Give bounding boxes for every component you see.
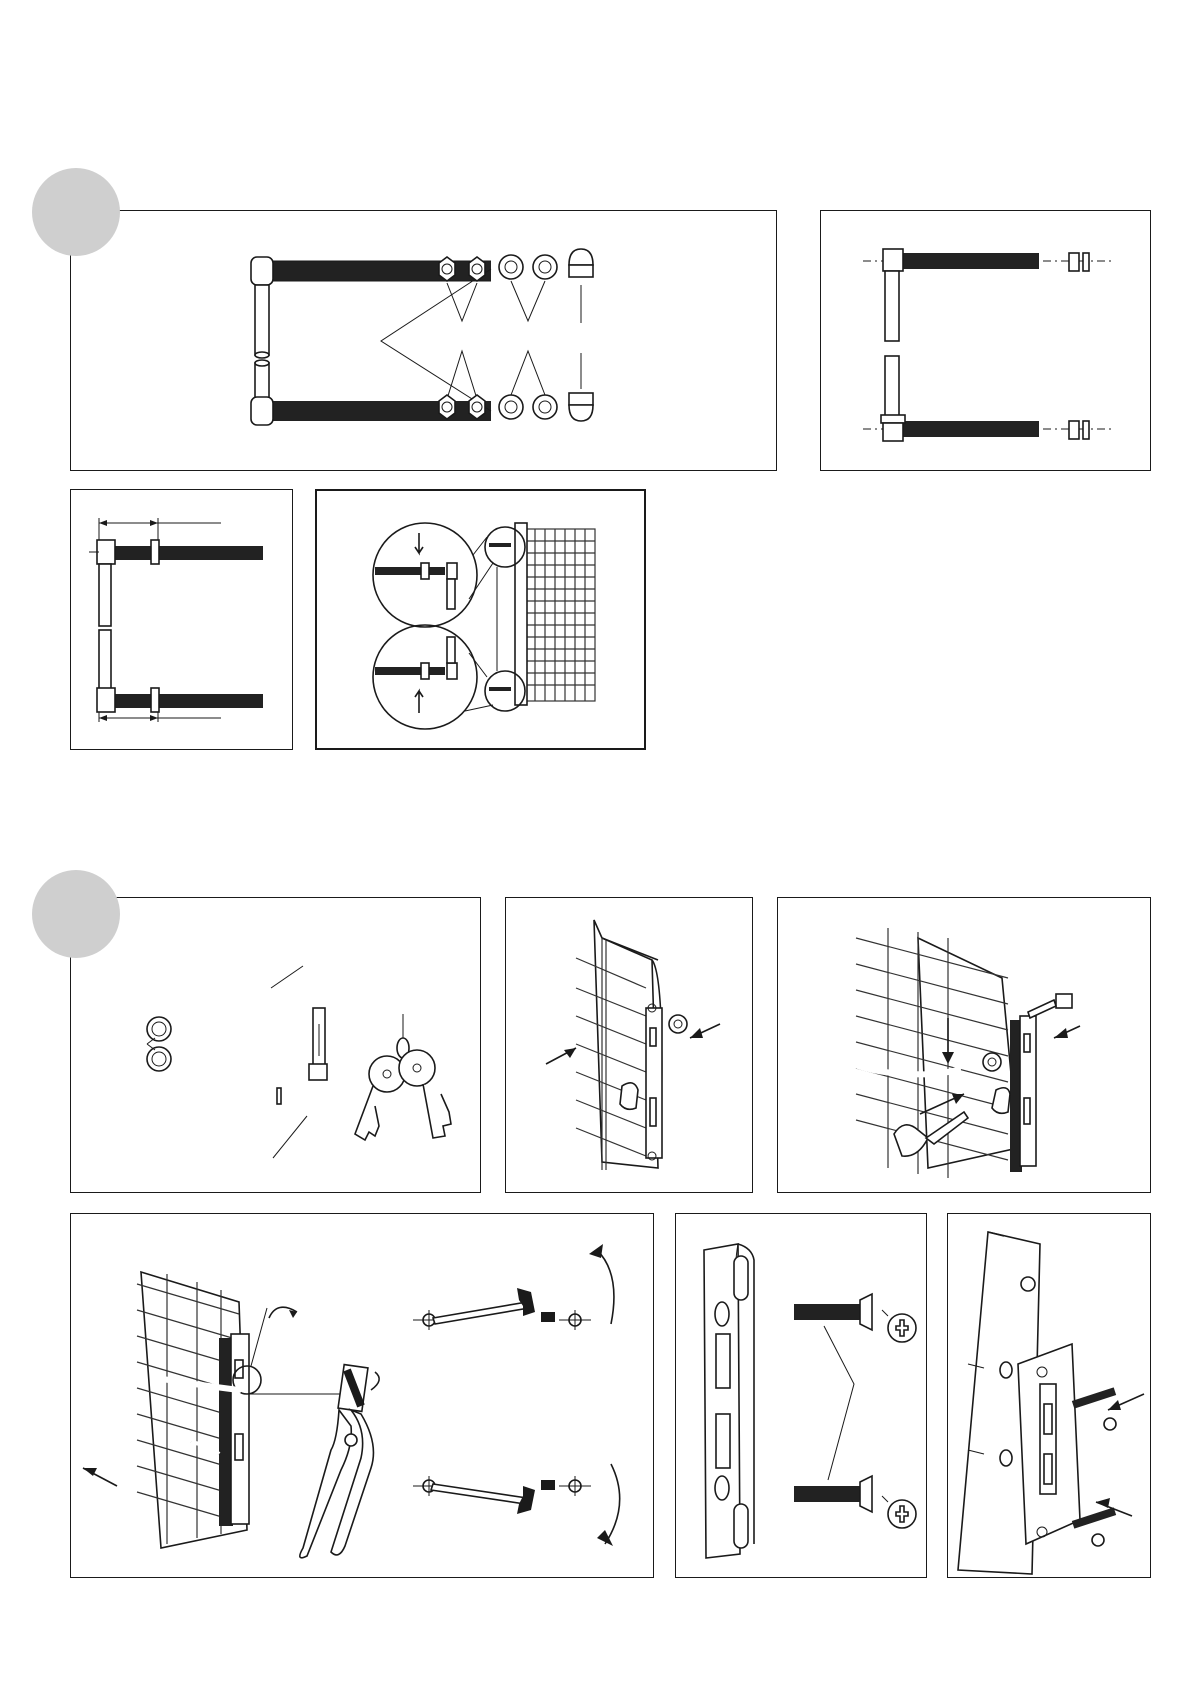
panel-lock-parts: [70, 897, 481, 1193]
hinge-measure-figure: [71, 490, 293, 750]
hex-nut-icon: [439, 257, 455, 281]
keeper-mount-figure: [948, 1214, 1151, 1578]
keeper-screws-figure: [676, 1214, 927, 1578]
washer-icon: [533, 395, 557, 419]
cap-nut-icon: [569, 249, 593, 277]
panel-lock-fit-handle-and-key: [777, 897, 1151, 1193]
washer-icon: [533, 255, 557, 279]
cap-nut-icon: [569, 393, 593, 421]
lock-latch-figure: [71, 1214, 654, 1578]
mesh-panel: [515, 523, 595, 705]
countersunk-screw-icon: [794, 1294, 872, 1330]
panel-keeper-plate-mount: [947, 1213, 1151, 1578]
panel-hinge-measure: [70, 489, 293, 750]
panel-keeper-plate-screws: [675, 1213, 927, 1578]
panel-lock-reverse-latch: [70, 1213, 654, 1578]
rotate-arrow-icon: [589, 1244, 603, 1258]
spring-pin-icon: [277, 1088, 281, 1104]
countersunk-screw-icon: [794, 1476, 872, 1512]
hex-nut-icon: [469, 257, 485, 281]
arrow-icon: [415, 691, 423, 713]
arrow-icon: [415, 533, 423, 553]
panel-hinge-assembly: [820, 210, 1151, 471]
washer-icon: [499, 395, 523, 419]
phillips-screw-head-icon: [882, 1496, 916, 1528]
lever-handle-pair-icon: [219, 948, 327, 1193]
lock-insert-figure: [506, 898, 753, 1193]
arrow-icon: [1096, 1498, 1110, 1508]
panel-hinge-mount-on-mesh: [315, 489, 646, 750]
phillips-screw-head-icon: [882, 1310, 916, 1342]
hinge-assembly-figure: [821, 211, 1151, 471]
washer-icon: [499, 255, 523, 279]
arrow-icon: [690, 1028, 703, 1038]
hex-nut-icon: [439, 395, 455, 419]
cylinder-rosettes-icon: [147, 1017, 171, 1071]
hinge-mount-figure: [317, 491, 646, 750]
lock-handle-figure: [778, 898, 1151, 1193]
key-pair-icon: [355, 1014, 451, 1140]
lower-hinge-bolt: [251, 360, 491, 425]
arrow-icon: [1108, 1400, 1121, 1410]
hinge-parts-figure: [71, 211, 777, 471]
lock-parts-figure: [71, 898, 481, 1193]
panel-lock-insert-cylinder: [505, 897, 753, 1193]
panel-hinge-parts: [70, 210, 777, 471]
step-badge-2: [32, 870, 120, 958]
step-badge-1: [32, 168, 120, 256]
hex-nut-icon: [469, 395, 485, 419]
arrow-icon: [1054, 1028, 1068, 1038]
